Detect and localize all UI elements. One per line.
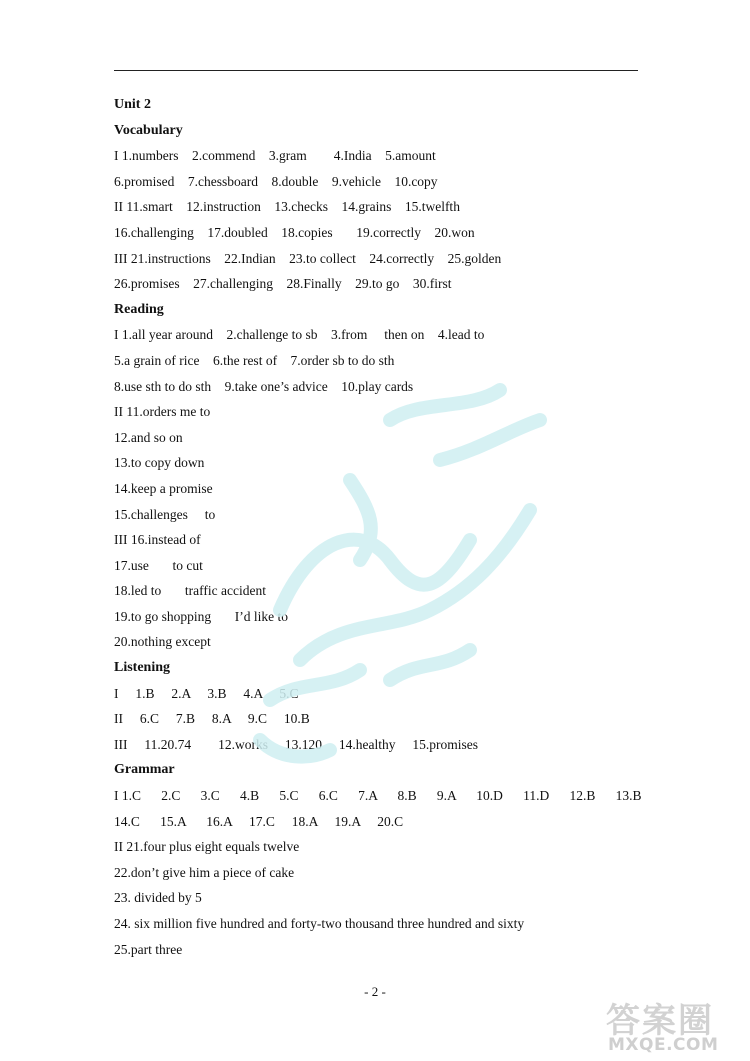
section-heading <box>114 757 674 783</box>
answer-line <box>114 783 674 809</box>
answer-line <box>114 860 674 886</box>
answer-line <box>114 732 674 758</box>
line-text: 25.part three <box>114 941 183 957</box>
answer-line <box>114 450 674 476</box>
site-watermark-url: MXQE.COM <box>608 1035 719 1055</box>
answer-line <box>114 374 674 400</box>
line-text: 14.C 15.A 16.A 17.C 18.A 19.A 20.C <box>114 813 404 829</box>
line-text: I 1.C 2.C 3.C 4.B 5.C 6.C 7.A 8.B 9.A 10.D 11.D 12.B 13.B <box>114 788 642 804</box>
line-text: II 11.orders me to <box>114 404 211 420</box>
answer-line <box>114 834 674 860</box>
site-watermark-logo <box>604 993 744 1055</box>
answer-line <box>114 476 674 502</box>
line-text: I 1.all year around 2.challenge to sb 3.from then on 4.lead to <box>114 327 485 343</box>
answer-line <box>114 681 674 707</box>
line-text: Grammar <box>114 762 175 778</box>
answer-line <box>114 169 674 195</box>
line-text: I 1.B 2.A 3.B 4.A 5.C <box>114 685 299 701</box>
line-text: 19.to go shopping I’d like to <box>114 608 288 624</box>
line-text: 18.led to traffic accident <box>114 583 266 599</box>
answer-line <box>114 809 674 835</box>
section-heading <box>114 655 674 681</box>
section-heading <box>114 297 674 323</box>
answer-line <box>114 143 674 169</box>
answer-line <box>114 578 674 604</box>
line-text: III 16.instead of <box>114 532 201 548</box>
answer-line <box>114 911 674 937</box>
answer-line <box>114 194 674 220</box>
line-text: 20.nothing except <box>114 634 211 650</box>
answer-line <box>114 706 674 732</box>
line-text: Unit 2 <box>114 97 151 112</box>
section-heading <box>114 118 674 144</box>
line-text: 22.don’t give him a piece of cake <box>114 864 295 880</box>
answer-line <box>114 348 674 374</box>
line-text: III 21.instructions 22.Indian 23.to collect 24.correctly 25.golden <box>114 250 502 266</box>
line-text: 26.promises 27.challenging 28.Finally 29.to go 30.first <box>114 276 452 292</box>
answer-line <box>114 553 674 579</box>
line-text: 17.use to cut <box>114 557 203 573</box>
line-text: I 1.numbers 2.commend 3.gram 4.India 5.amount <box>114 148 436 164</box>
line-text: 16.challenging 17.doubled 18.copies 19.correctly 20.won <box>114 224 475 240</box>
answer-line <box>114 399 674 425</box>
line-text: Reading <box>114 301 164 317</box>
page-number: - 2 - <box>364 984 386 999</box>
answer-line <box>114 937 674 963</box>
answer-line <box>114 425 674 451</box>
line-text: 8.use sth to do sth 9.take one’s advice 10.play cards <box>114 378 414 394</box>
line-text: III 11.20.74 12.works 13.120 14.healthy 15.promises <box>114 736 478 752</box>
answer-line <box>114 246 674 272</box>
answer-line <box>114 885 674 911</box>
line-text: 5.a grain of rice 6.the rest of 7.order sb to do sth <box>114 352 395 368</box>
answer-line <box>114 527 674 553</box>
answer-line <box>114 322 674 348</box>
line-text: 6.promised 7.chessboard 8.double 9.vehicle 10.copy <box>114 173 438 189</box>
answer-line <box>114 220 674 246</box>
line-text: II 6.C 7.B 8.A 9.C 10.B <box>114 711 310 727</box>
answer-line <box>114 629 674 655</box>
answer-line <box>114 604 674 630</box>
answer-line <box>114 502 674 528</box>
line-text: Listening <box>114 660 171 676</box>
line-text: 23. divided by 5 <box>114 890 202 906</box>
site-watermark-name: 答案圈 <box>606 1001 714 1041</box>
line-text: 15.challenges to <box>114 506 216 522</box>
section-heading <box>114 92 674 118</box>
answer-line <box>114 271 674 297</box>
header-rule <box>114 70 638 71</box>
line-text: 24. six million five hundred and forty-two thousand three hundred and sixty <box>114 916 525 931</box>
line-text: II 11.smart 12.instruction 13.checks 14.grains 15.twelfth <box>114 199 460 215</box>
line-text: 14.keep a promise <box>114 480 213 496</box>
line-text: II 21.four plus eight equals twelve <box>114 839 300 855</box>
line-text: Vocabulary <box>114 122 183 138</box>
line-text: 12.and so on <box>114 429 183 445</box>
answer-key-content <box>114 92 674 962</box>
line-text: 13.to copy down <box>114 455 205 471</box>
